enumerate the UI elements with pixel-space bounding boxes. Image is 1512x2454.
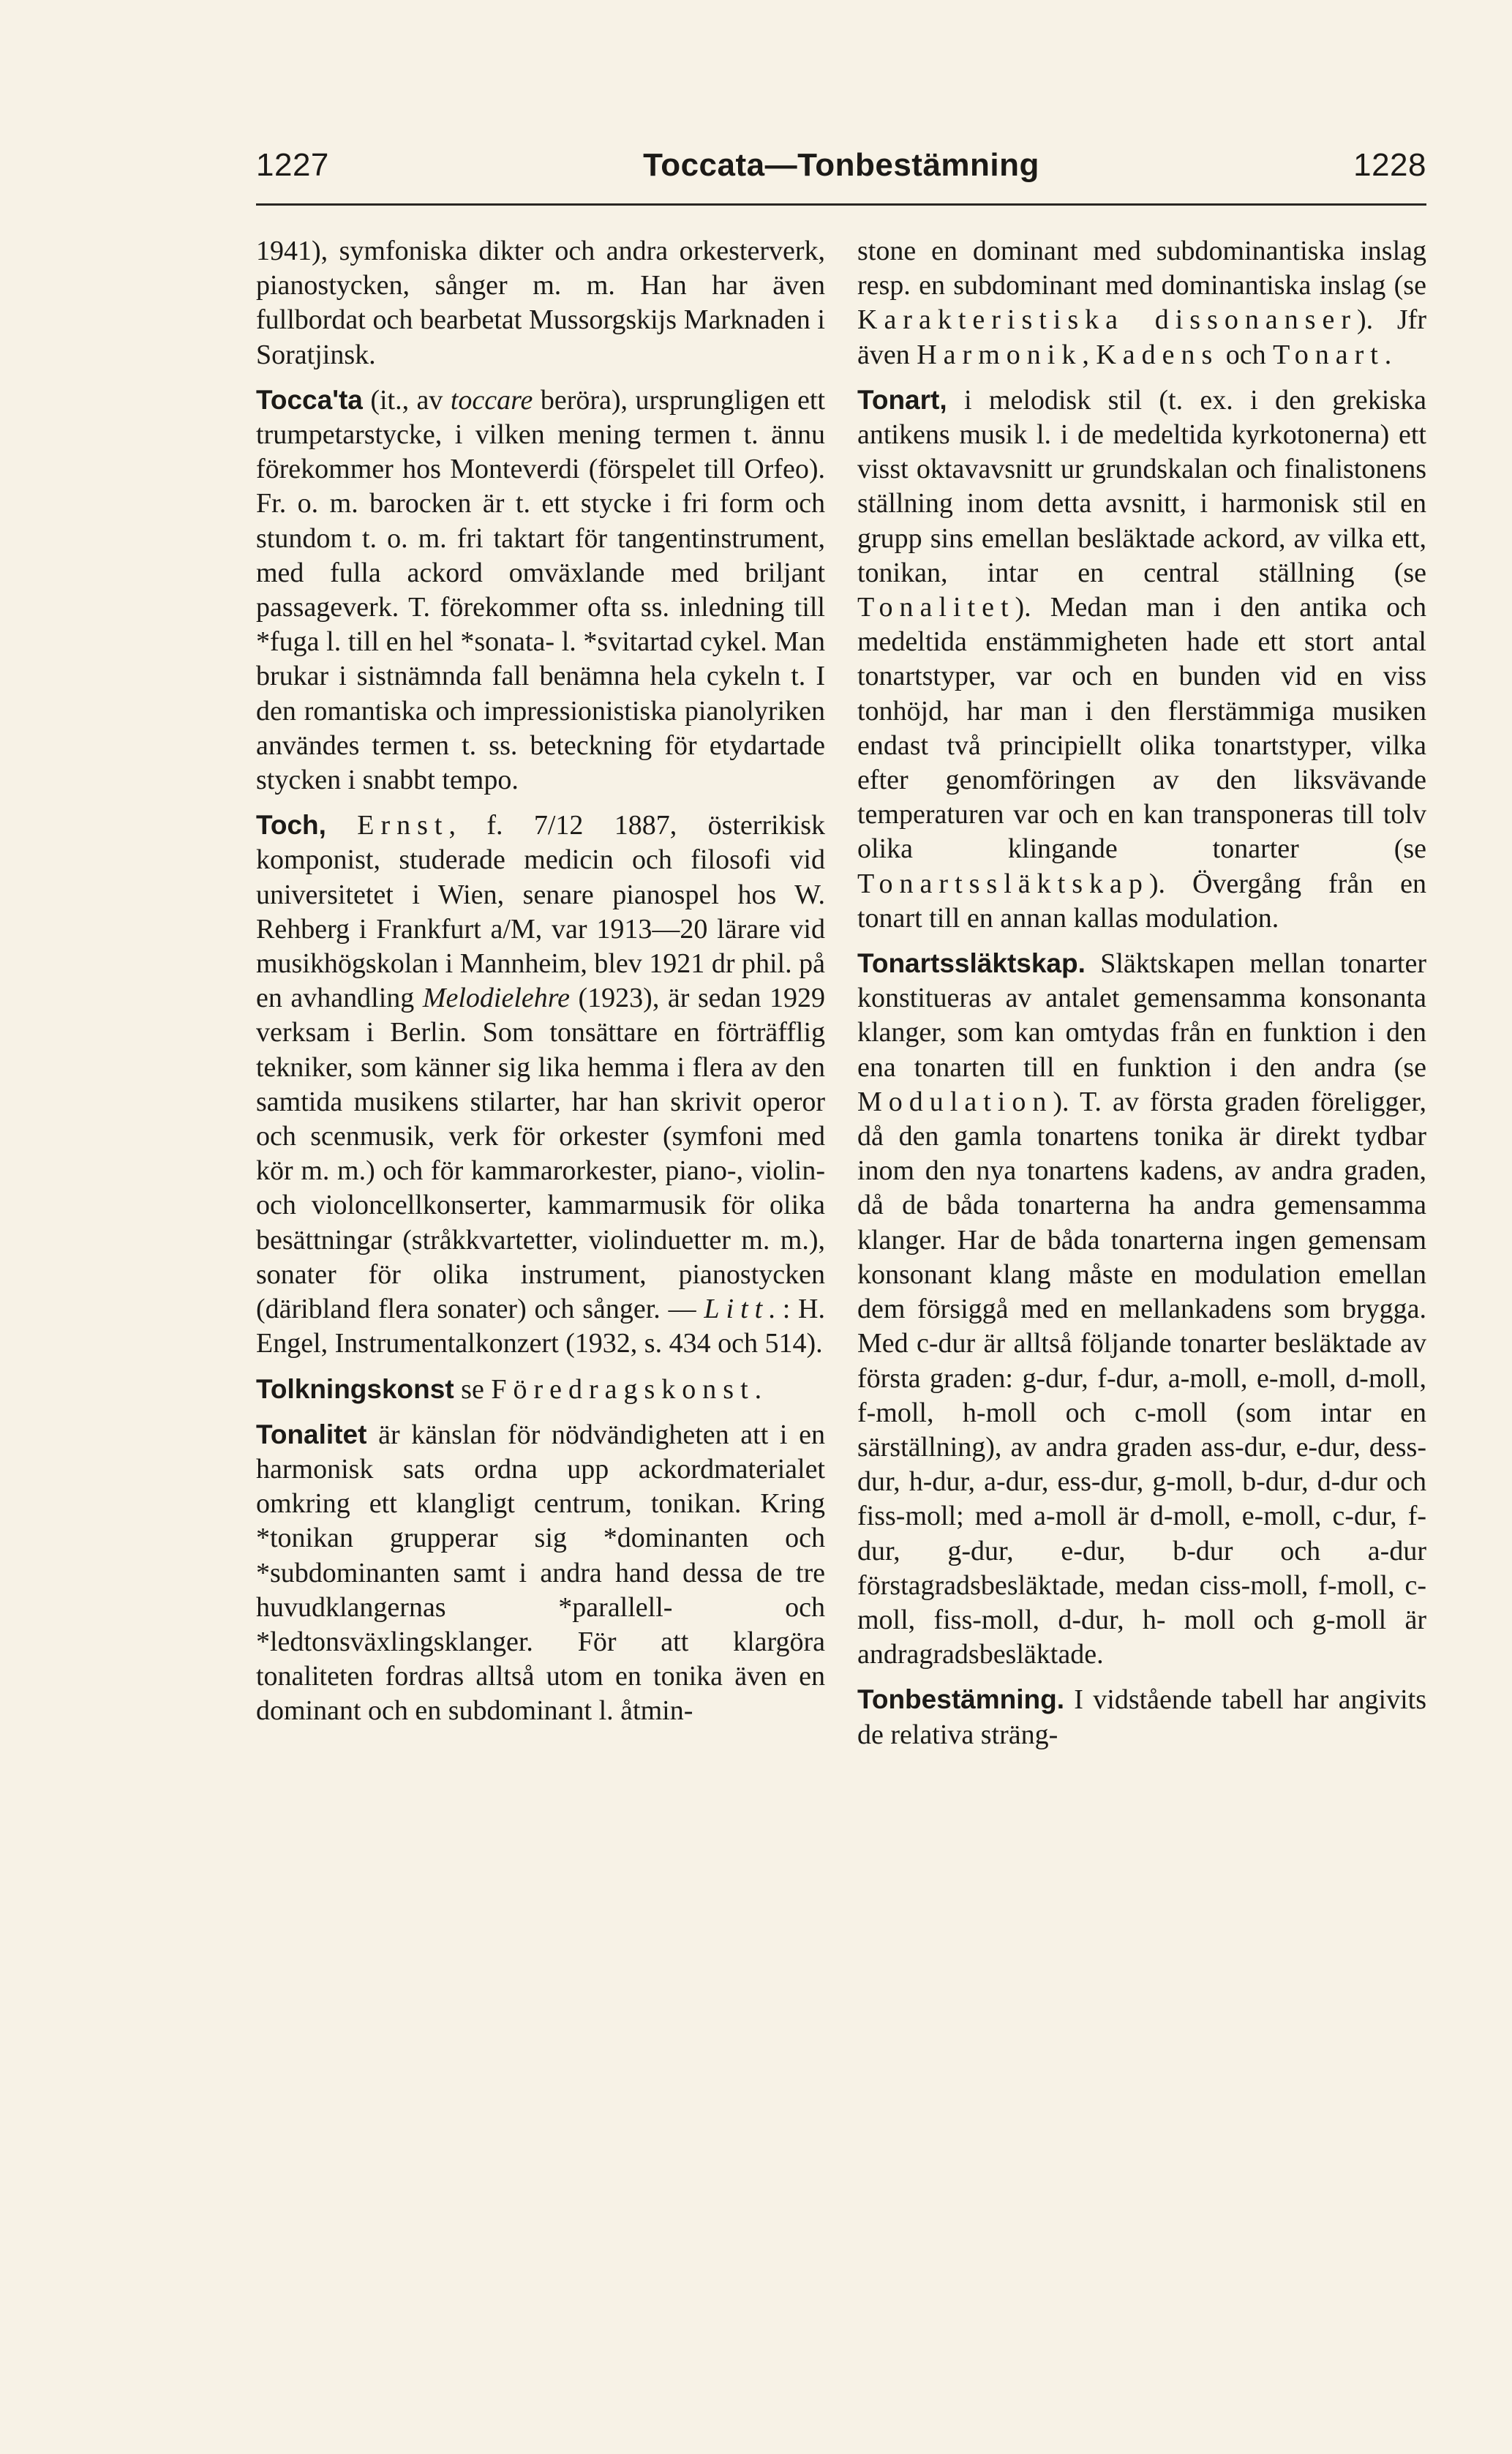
- cross-reference: Kadens: [1096, 339, 1219, 370]
- entry-text: Släktskapen mellan tonarter konstitueras av antalet gemensamma konsonanta klanger, som kan omtydas från en funktion i den ena tonarten till en funktion i den andra (se: [857, 948, 1426, 1083]
- page-header: [256, 143, 1426, 195]
- entry-text: (1923), är sedan 1929 verksam i Berlin. Som tonsättare en förträfflig tekniker, som känner sig lika hemma i flera av den samtida musikens stilarter, har han skrivit operor och scenmusik, verk för orkester (symfoni med kör m. m.) och för kammarorkester, piano-, violin- och violoncellkonserter, kammarmusik för olika besättningar (stråkkvartetter, violinduetter m. m.), sonater för olika instrument, pianostycken (däribland flera sonater) och sånger. —: [256, 983, 826, 1325]
- entry-spaced-name: Ernst: [357, 810, 449, 841]
- cross-reference: Tonart: [1273, 339, 1385, 370]
- header-rule: [256, 203, 1426, 206]
- entry-text: i melodisk stil (t. ex. i den grekiska antikens musik l. i de medeltida kyrkotonerna) ett visst oktavavsnitt ur grundskalan och finalistonens ställning inom detta avsnitt, i harmonisk stil en grupp sins emellan besläktade ackord, av vilka ett, tonikan, intar en central ställning (se: [857, 384, 1426, 588]
- headword-tolkningskonst: Tolkningskonst: [256, 1373, 454, 1404]
- entry-italic-title: Melodielehre: [422, 983, 570, 1014]
- continued-entry-tonalitet: [857, 234, 1426, 372]
- entry-toch: [256, 808, 825, 1361]
- headword-tonbestamning: Tonbestämning.: [857, 1684, 1064, 1715]
- entry-text: .: [1384, 339, 1392, 370]
- entry-text: ). Medan man i den antika och medeltida enstämmigheten hade ett stort antal tonartstyper, var och en bunden vid en viss tonhöjd, har man i den flerstämmiga musiken endast två principiellt olika tonartstyper, vilka efter genomföringen av den liksvävande temperaturen var och en kan transponeras till tolv olika klingande tonarter (se: [857, 592, 1426, 865]
- entry-toccata: [256, 383, 825, 798]
- entry-text: , f. 7/12 1887, österrikisk komponist, studerade medicin och filosofi vid universitetet i Wien, senare pianospel hos W. Rehberg i Frankfurt a/M, var 1913—20 lärare vid musikhögskolan i Mannheim, blev 1921 dr phil. på en avhandling: [256, 810, 825, 1014]
- entry-text: ,: [1082, 339, 1097, 370]
- cross-reference: Tonalitet: [857, 592, 1015, 623]
- entry-text: är känslan för nödvändigheten att i en harmonisk sats ordna upp ackordmaterialet omkring ett klangligt centrum, tonikan. Kring *tonikan grupperar sig *dominanten och *subdominanten samt i andra hand dessa de tre huvudklangernas *parallell- och *ledtonsväxlingsklanger. För att klargöra tonaliteten fordras alltså utom en tonika även en dominant och en subdominant l. åtmin-: [256, 1419, 825, 1727]
- entry-tolkningskonst: [256, 1372, 825, 1407]
- cross-reference: Tonartssläktskap: [857, 868, 1149, 899]
- entry-text: stone en dominant med subdominantiska inslag resp. en subdominant med dominantiska inslag (se: [857, 236, 1426, 301]
- cross-reference: Karakteristiska dissonanser: [857, 304, 1358, 336]
- right-column: [857, 234, 1426, 1763]
- headword-toccata: Tocca'ta: [256, 384, 363, 415]
- cross-reference: Föredragskonst: [491, 1373, 755, 1405]
- page-number-right: 1228: [1353, 147, 1426, 183]
- headword-tonartsslaktskap: Tonartssläktskap.: [857, 948, 1086, 979]
- entry-tonart: [857, 383, 1426, 936]
- entry-text: : H. Engel, Instrumentalkonzert (1932, s. 434 och 514).: [256, 1294, 826, 1359]
- entry-text: ). T. av första graden föreligger, då den gamla tonartens tonika är direkt tydbar inom den nya tonartens kadens, av andra graden, då de båda tonarterna ha andra gemensamma klanger. Har de båda tonarterna ingen gemensam konsonant klang måste en modulation emellan dem försiggå med en mellankadens som brygga. Med c-dur är alltså följande tonarter besläktade av första graden: g-dur, f-dur, a-moll, e-moll, d-moll, f-moll, h-moll och c-moll (som intar en särställning), av andra graden ass-dur, e-dur, dess-dur, h-dur, a-dur, ess-dur, g-moll, b-dur, d-dur och fiss-moll; med a-moll är d-moll, e-moll, c-dur, f-dur, g-dur, e-dur, b-dur och a-dur förstagradsbesläktade, medan ciss-moll, f-moll, c-moll, fiss-moll, d-dur, h- moll och g-moll är andragradsbesläktade.: [857, 1086, 1426, 1670]
- entry-text: beröra), ursprungligen ett trumpetarstycke, i vilken mening termen t. ännu förekommer hos Monteverdi (förspelet till Orfeo). Fr. o. m. barocken är t. ett stycke i fri form och stundom t. o. m. fri taktart för tangentinstrument, med fulla ackord omväxlande med briljant passageverk. T. förekommer ofta ss. inledning till *fuga l. till en hel *sonata- l. *svitartad cykel. Man brukar i sistnämnda fall benämna hela cykeln t. I den romantiska och impressionistiska pianolyriken användes termen t. ss. beteckning för etydartade stycken i snabbt tempo.: [256, 384, 825, 796]
- entry-text: I vidstående tabell har angivits de relativa sträng-: [857, 1684, 1426, 1750]
- entry-text: (it., av: [362, 384, 451, 416]
- cross-reference: Harmonik: [917, 339, 1083, 370]
- entry-italic-litt: Litt.: [704, 1294, 783, 1325]
- entry-tonartsslaktskap: [857, 946, 1426, 1672]
- entry-text: se: [454, 1373, 492, 1405]
- entry-text: .: [754, 1373, 762, 1405]
- page-number-left: 1227: [256, 147, 329, 183]
- entry-tonalitet: [256, 1417, 825, 1729]
- headword-toch: Toch,: [256, 810, 326, 841]
- headword-tonart: Tonart,: [857, 384, 947, 415]
- left-column: [256, 234, 825, 1739]
- entry-text: ). Övergång från en tonart till en annan kallas modulation.: [857, 868, 1426, 934]
- entry-tonbestamning: [857, 1682, 1426, 1752]
- headword-tonalitet: Tonalitet: [256, 1419, 367, 1449]
- entry-text: och: [1219, 339, 1274, 370]
- entry-text: [326, 810, 357, 841]
- continued-entry-text: 1941), symfoniska dikter och andra orkesterverk, pianostycken, sånger m. m. Han har även fullbordat och bearbetat Mussorgskijs Marknaden i Soratjinsk.: [256, 236, 825, 370]
- entry-text: ). Jfr även: [857, 304, 1426, 370]
- cross-reference: Modulation: [857, 1086, 1053, 1117]
- running-title: Toccata—Tonbestämning: [643, 147, 1039, 183]
- entry-italic-term: toccare: [450, 384, 533, 416]
